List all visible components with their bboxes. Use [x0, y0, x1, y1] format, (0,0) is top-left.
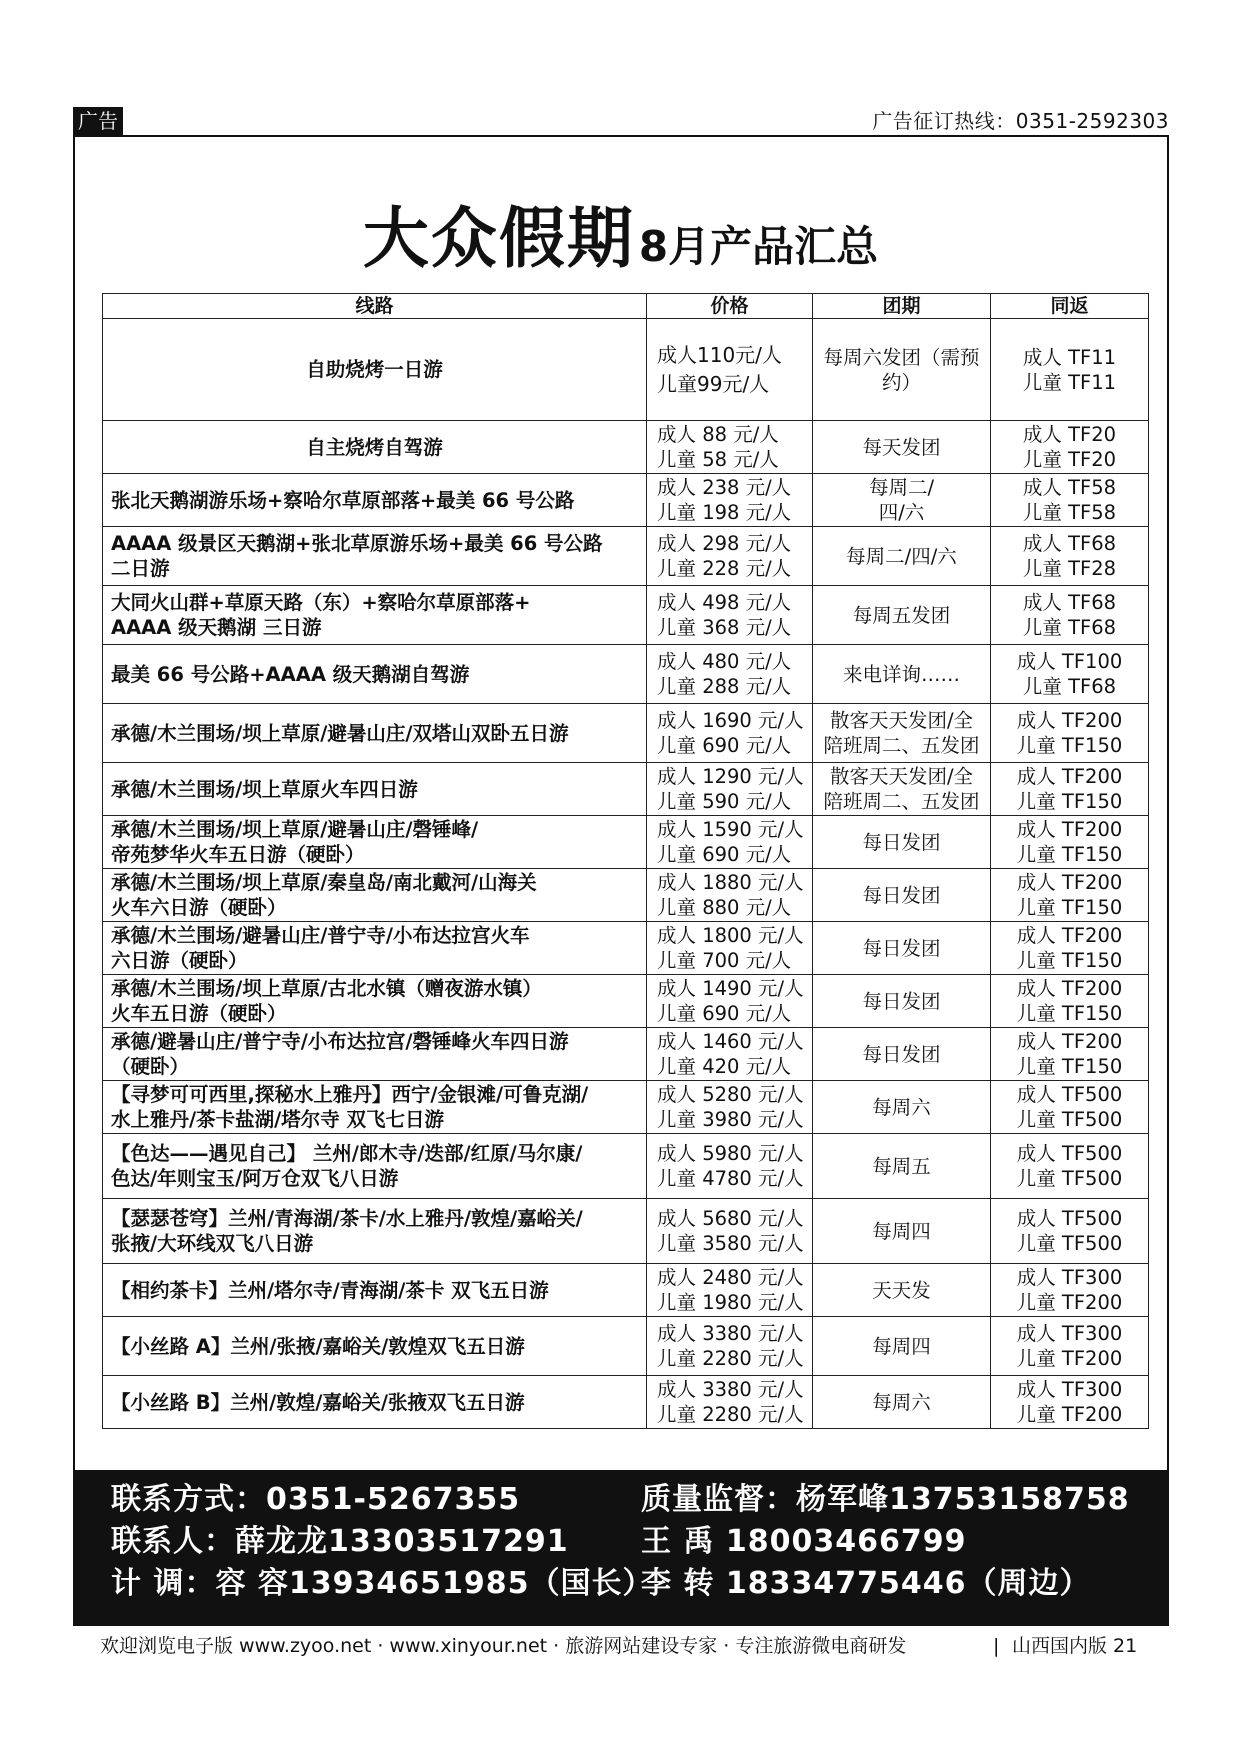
table-row — [103, 1376, 1149, 1429]
price-cell-line: 儿童 288 元/人 — [657, 675, 792, 698]
route-cell-line: AAAA 级景区天鹅湖+张北草原游乐场+最美 66 号公路 — [111, 532, 603, 555]
return-cell-line: 儿童 TF500 — [1016, 1232, 1123, 1255]
return-cell-line: 儿童 TF28 — [1022, 557, 1117, 580]
schedule-cell-line: 每天发团 — [862, 435, 941, 459]
route-cell — [103, 1376, 647, 1429]
route-cell-line: 承德/木兰围场/避暑山庄/普宁寺/小布达拉宫火车 — [111, 924, 530, 947]
return-cell — [991, 527, 1149, 586]
return-cell — [991, 922, 1149, 975]
route-cell-line: 承德/木兰围场/坝上草原/避暑山庄/双塔山双卧五日游 — [111, 721, 569, 745]
route-cell — [103, 704, 647, 763]
schedule-cell-line: 每日发团 — [862, 830, 941, 854]
route-cell-line: 【色达——遇见自己】 兰州/郎木寺/迭部/红原/马尔康/ — [111, 1142, 583, 1165]
title-sub: 8月产品汇总 — [638, 222, 879, 271]
price-cell-line: 成人 1590 元/人 — [657, 818, 804, 841]
table-row — [103, 319, 1149, 421]
return-cell — [991, 975, 1149, 1028]
return-cell-line: 成人 TF58 — [1022, 476, 1117, 499]
header-route: 线路 — [103, 294, 647, 319]
footer-divider: | — [993, 1635, 1000, 1657]
return-cell-line: 儿童 TF150 — [1016, 949, 1123, 972]
table-row — [103, 816, 1149, 869]
header-schedule: 团期 — [813, 294, 991, 319]
price-cell-line: 成人110元/人 — [657, 342, 782, 367]
schedule-cell — [813, 1264, 991, 1317]
return-cell-line: 儿童 TF11 — [1022, 370, 1117, 394]
return-cell-line: 成人 TF200 — [1016, 709, 1123, 732]
price-cell-line: 儿童 880 元/人 — [657, 896, 792, 919]
ad-hotline: 广告征订热线：0351-2592303 — [872, 109, 1169, 133]
table-row — [103, 1028, 1149, 1081]
price-cell-line: 儿童 2280 元/人 — [657, 1347, 804, 1370]
price-cell-line: 成人 1460 元/人 — [657, 1030, 804, 1053]
route-cell-line: 承德/木兰围场/坝上草原火车四日游 — [111, 777, 418, 801]
route-cell — [103, 1264, 647, 1317]
schedule-cell — [813, 1317, 991, 1376]
return-cell — [991, 421, 1149, 474]
price-cell-line: 成人 238 元/人 — [657, 476, 792, 499]
route-cell-line: 水上雅丹/茶卡盐湖/塔尔寺 双飞七日游 — [111, 1108, 445, 1131]
table-row — [103, 1317, 1149, 1376]
price-cell — [647, 1376, 813, 1429]
route-cell-line: 张掖/大环线双飞八日游 — [111, 1232, 314, 1255]
price-cell — [647, 1028, 813, 1081]
schedule-cell-line: 每周六发团（需预 — [823, 345, 980, 369]
return-cell — [991, 474, 1149, 527]
schedule-cell-line: 约） — [881, 370, 921, 394]
page-title — [0, 185, 1241, 280]
return-cell-line: 成人 TF200 — [1016, 871, 1123, 894]
price-cell-line: 儿童 2280 元/人 — [657, 1403, 804, 1426]
route-cell-line: 【小丝路 B】兰州/敦煌/嘉峪关/张掖双飞五日游 — [111, 1390, 525, 1414]
price-cell-line: 儿童 3580 元/人 — [657, 1232, 804, 1255]
schedule-cell-line: 散客天天发团/全 — [829, 765, 974, 788]
return-cell-line: 儿童 TF150 — [1016, 734, 1123, 757]
schedule-cell — [813, 704, 991, 763]
price-cell-line: 儿童 590 元/人 — [657, 790, 792, 813]
return-cell-line: 成人 TF200 — [1016, 977, 1123, 1000]
route-cell-line: 大同火山群+草原天路（东）+察哈尔草原部落+ — [111, 591, 531, 614]
route-cell — [103, 319, 647, 421]
price-cell — [647, 1134, 813, 1199]
price-cell-line: 成人 1880 元/人 — [657, 871, 804, 894]
route-cell-line: 最美 66 号公路+AAAA 级天鹅湖自驾游 — [111, 662, 470, 686]
price-cell — [647, 1264, 813, 1317]
price-cell — [647, 474, 813, 527]
table-row — [103, 586, 1149, 645]
return-cell-line: 儿童 TF150 — [1016, 896, 1123, 919]
return-cell — [991, 763, 1149, 816]
return-cell — [991, 1376, 1149, 1429]
price-cell-line: 儿童 368 元/人 — [657, 616, 792, 639]
price-cell-line: 成人 3380 元/人 — [657, 1322, 804, 1345]
return-cell — [991, 1264, 1149, 1317]
return-cell-line: 成人 TF300 — [1016, 1266, 1123, 1289]
price-cell — [647, 586, 813, 645]
return-cell-line: 成人 TF200 — [1016, 818, 1123, 841]
return-cell-line: 成人 TF200 — [1016, 765, 1123, 788]
price-cell-line: 成人 1490 元/人 — [657, 977, 804, 1000]
return-cell-line: 成人 TF200 — [1016, 1030, 1123, 1053]
schedule-cell-line: 陪班周二、五发团 — [823, 734, 980, 757]
route-cell — [103, 527, 647, 586]
price-cell — [647, 816, 813, 869]
route-cell — [103, 421, 647, 474]
route-cell-line: 承德/避暑山庄/普宁寺/小布达拉宫/磬锤峰火车四日游 — [111, 1030, 569, 1053]
price-cell — [647, 1081, 813, 1134]
schedule-cell-line: 散客天天发团/全 — [829, 709, 974, 732]
price-cell — [647, 922, 813, 975]
price-cell-line: 儿童 58 元/人 — [657, 448, 779, 471]
quality-supervisor: 质量监督：杨军峰13753158758 — [641, 1482, 1130, 1517]
table-row — [103, 527, 1149, 586]
table-header-row — [103, 294, 1149, 319]
return-cell-line: 儿童 TF500 — [1016, 1108, 1123, 1131]
return-cell-line: 成人 TF500 — [1016, 1207, 1123, 1230]
route-cell — [103, 645, 647, 704]
return-cell — [991, 869, 1149, 922]
route-cell — [103, 474, 647, 527]
price-cell-line: 成人 2480 元/人 — [657, 1266, 804, 1289]
route-cell-line: 张北天鹅湖游乐场+察哈尔草原部落+最美 66 号公路 — [111, 488, 575, 512]
route-cell-line: 六日游（硬卧） — [111, 949, 248, 972]
schedule-cell — [813, 869, 991, 922]
schedule-cell-line: 天天发 — [872, 1278, 931, 1302]
price-cell — [647, 645, 813, 704]
schedule-cell-line: 每周二/ — [868, 476, 935, 499]
price-cell — [647, 319, 813, 421]
schedule-cell — [813, 1081, 991, 1134]
route-cell-line: 火车五日游（硬卧） — [111, 1002, 287, 1025]
return-cell — [991, 1317, 1149, 1376]
price-cell-line: 成人 5280 元/人 — [657, 1083, 804, 1106]
footer-site-info: 欢迎浏览电子版 www.zyoo.net · www.xinyour.net · 旅游网站建设专家 · 专注旅游微电商研发 — [100, 1635, 907, 1657]
return-cell — [991, 816, 1149, 869]
price-cell-line: 儿童 228 元/人 — [657, 557, 792, 580]
schedule-cell-line: 每周六 — [872, 1390, 931, 1414]
route-cell-line: 承德/木兰围场/坝上草原/避暑山庄/磬锤峰/ — [111, 818, 479, 841]
return-cell-line: 成人 TF300 — [1016, 1378, 1123, 1401]
price-cell-line: 成人 88 元/人 — [657, 423, 779, 446]
price-cell-line: 儿童 690 元/人 — [657, 734, 792, 757]
schedule-cell-line: 每日发团 — [862, 1042, 941, 1066]
route-cell-line: 帝苑梦华火车五日游（硬卧） — [111, 843, 365, 866]
price-cell-line: 儿童99元/人 — [657, 371, 770, 396]
schedule-cell-line: 四/六 — [878, 501, 925, 524]
route-cell-line: 自助烧烤一日游 — [306, 358, 443, 381]
dispatcher: 计 调：容 容13934651985（国长） — [111, 1566, 654, 1601]
route-cell — [103, 586, 647, 645]
return-cell-line: 儿童 TF150 — [1016, 790, 1123, 813]
return-cell-line: 成人 TF100 — [1016, 650, 1123, 673]
return-cell-line: 儿童 TF150 — [1016, 1055, 1123, 1078]
return-cell-line: 儿童 TF68 — [1022, 675, 1117, 698]
schedule-cell — [813, 527, 991, 586]
contact-panel — [73, 1472, 1169, 1626]
table-row — [103, 922, 1149, 975]
schedule-cell — [813, 421, 991, 474]
route-cell — [103, 816, 647, 869]
return-cell — [991, 319, 1149, 421]
contact-person: 联系人：薛龙龙13303517291 — [111, 1524, 569, 1559]
title-main: 大众假期 — [362, 200, 635, 277]
schedule-cell — [813, 816, 991, 869]
price-cell — [647, 421, 813, 474]
return-cell-line: 成人 TF68 — [1022, 591, 1117, 614]
return-cell-line: 儿童 TF200 — [1016, 1347, 1123, 1370]
price-cell-line: 成人 5680 元/人 — [657, 1207, 804, 1230]
return-cell — [991, 1199, 1149, 1264]
routes-table — [102, 293, 1149, 1429]
table-row — [103, 1199, 1149, 1264]
price-cell-line: 成人 498 元/人 — [657, 591, 792, 614]
route-cell — [103, 975, 647, 1028]
schedule-cell — [813, 763, 991, 816]
return-cell-line: 儿童 TF200 — [1016, 1291, 1123, 1314]
schedule-cell — [813, 1028, 991, 1081]
return-cell-line: 儿童 TF500 — [1016, 1167, 1123, 1190]
route-cell-line: 色达/年则宝玉/阿万仓双飞八日游 — [111, 1167, 399, 1190]
return-cell-line: 成人 TF300 — [1016, 1322, 1123, 1345]
schedule-cell-line: 每日发团 — [862, 989, 941, 1013]
return-cell-line: 儿童 TF68 — [1022, 616, 1117, 639]
price-cell — [647, 704, 813, 763]
table-row — [103, 474, 1149, 527]
schedule-cell-line: 每周二/四/六 — [846, 544, 957, 568]
route-cell-line: 【相约茶卡】兰州/塔尔寺/青海湖/茶卡 双飞五日游 — [111, 1278, 549, 1302]
price-cell-line: 成人 298 元/人 — [657, 532, 792, 555]
table-row — [103, 1134, 1149, 1199]
table-row — [103, 704, 1149, 763]
route-cell-line: （硬卧） — [111, 1055, 190, 1078]
route-cell-line: 二日游 — [111, 557, 170, 580]
schedule-cell — [813, 1376, 991, 1429]
table-row — [103, 763, 1149, 816]
schedule-cell — [813, 474, 991, 527]
ad-tag: 广告 — [73, 107, 123, 135]
route-cell-line: 【寻梦可可西里,探秘水上雅丹】西宁/金银滩/可鲁克湖/ — [111, 1083, 589, 1106]
schedule-cell-line: 每周六 — [872, 1095, 931, 1119]
price-cell-line: 儿童 690 元/人 — [657, 1002, 792, 1025]
route-cell — [103, 1317, 647, 1376]
return-cell-line: 成人 TF20 — [1022, 423, 1117, 446]
schedule-cell-line: 每周五 — [872, 1154, 931, 1178]
return-cell-line: 儿童 TF20 — [1022, 448, 1117, 471]
return-cell-line: 成人 TF200 — [1016, 924, 1123, 947]
return-cell — [991, 1028, 1149, 1081]
header-return: 同返 — [991, 294, 1149, 319]
route-cell-line: 自主烧烤自驾游 — [306, 435, 443, 459]
table-row — [103, 421, 1149, 474]
route-cell-line: 【瑟瑟苍穹】兰州/青海湖/茶卡/水上雅丹/敦煌/嘉峪关/ — [111, 1207, 583, 1230]
schedule-cell-line: 每周四 — [872, 1334, 931, 1358]
price-cell-line: 成人 480 元/人 — [657, 650, 792, 673]
schedule-cell-line: 每周五发团 — [852, 603, 951, 627]
price-cell — [647, 1317, 813, 1376]
price-cell-line: 儿童 3980 元/人 — [657, 1108, 804, 1131]
route-cell — [103, 1199, 647, 1264]
schedule-cell-line: 每日发团 — [862, 936, 941, 960]
schedule-cell — [813, 645, 991, 704]
route-cell — [103, 869, 647, 922]
price-cell-line: 成人 1800 元/人 — [657, 924, 804, 947]
schedule-cell — [813, 586, 991, 645]
schedule-cell — [813, 975, 991, 1028]
price-cell-line: 儿童 4780 元/人 — [657, 1167, 804, 1190]
header-price: 价格 — [647, 294, 813, 319]
schedule-cell-line: 陪班周二、五发团 — [823, 790, 980, 813]
contact-phone: 联系方式：0351-5267355 — [111, 1482, 521, 1517]
route-cell-line: 承德/木兰围场/坝上草原/古北水镇（赠夜游水镇） — [111, 977, 542, 1000]
route-cell-line: 火车六日游（硬卧） — [111, 896, 287, 919]
price-cell-line: 成人 1290 元/人 — [657, 765, 804, 788]
return-cell-line: 成人 TF500 — [1016, 1083, 1123, 1106]
price-cell-line: 儿童 690 元/人 — [657, 843, 792, 866]
price-cell — [647, 763, 813, 816]
price-cell-line: 成人 5980 元/人 — [657, 1142, 804, 1165]
price-cell-line: 儿童 1980 元/人 — [657, 1291, 804, 1314]
return-cell-line: 成人 TF68 — [1022, 532, 1117, 555]
table-row — [103, 645, 1149, 704]
return-cell — [991, 1081, 1149, 1134]
route-cell — [103, 1081, 647, 1134]
schedule-cell — [813, 1134, 991, 1199]
schedule-cell — [813, 319, 991, 421]
dispatcher-2: 李 转 18334775446（周边） — [641, 1566, 1091, 1601]
table-row — [103, 1264, 1149, 1317]
return-cell-line: 儿童 TF150 — [1016, 843, 1123, 866]
route-cell — [103, 1028, 647, 1081]
table-row — [103, 1081, 1149, 1134]
return-cell-line: 儿童 TF150 — [1016, 1002, 1123, 1025]
price-cell-line: 儿童 198 元/人 — [657, 501, 792, 524]
price-cell — [647, 869, 813, 922]
schedule-cell-line: 来电详询…… — [842, 662, 960, 686]
return-cell — [991, 1134, 1149, 1199]
route-cell-line: 承德/木兰围场/坝上草原/秦皇岛/南北戴河/山海关 — [111, 871, 537, 894]
schedule-cell-line: 每周四 — [872, 1219, 931, 1243]
return-cell-line: 成人 TF11 — [1022, 345, 1117, 369]
schedule-cell-line: 每日发团 — [862, 883, 941, 907]
return-cell — [991, 586, 1149, 645]
price-cell-line: 儿童 700 元/人 — [657, 949, 792, 972]
table-row — [103, 975, 1149, 1028]
footer-page-label: 山西国内版 21 — [1012, 1635, 1138, 1657]
schedule-cell — [813, 1199, 991, 1264]
price-cell-line: 成人 1690 元/人 — [657, 709, 804, 732]
table-row — [103, 869, 1149, 922]
price-cell — [647, 1199, 813, 1264]
route-cell — [103, 1134, 647, 1199]
price-cell-line: 成人 3380 元/人 — [657, 1378, 804, 1401]
return-cell-line: 成人 TF500 — [1016, 1142, 1123, 1165]
price-cell-line: 儿童 420 元/人 — [657, 1055, 792, 1078]
price-cell — [647, 975, 813, 1028]
route-cell — [103, 763, 647, 816]
return-cell — [991, 645, 1149, 704]
return-cell-line: 儿童 TF200 — [1016, 1403, 1123, 1426]
route-cell — [103, 922, 647, 975]
route-cell-line: 【小丝路 A】兰州/张掖/嘉峪关/敦煌双飞五日游 — [111, 1334, 525, 1358]
schedule-cell — [813, 922, 991, 975]
return-cell-line: 儿童 TF58 — [1022, 501, 1117, 524]
price-cell — [647, 527, 813, 586]
return-cell — [991, 704, 1149, 763]
route-cell-line: AAAA 级天鹅湖 三日游 — [111, 616, 322, 639]
contact-person-2: 王 禹 18003466799 — [641, 1524, 967, 1559]
